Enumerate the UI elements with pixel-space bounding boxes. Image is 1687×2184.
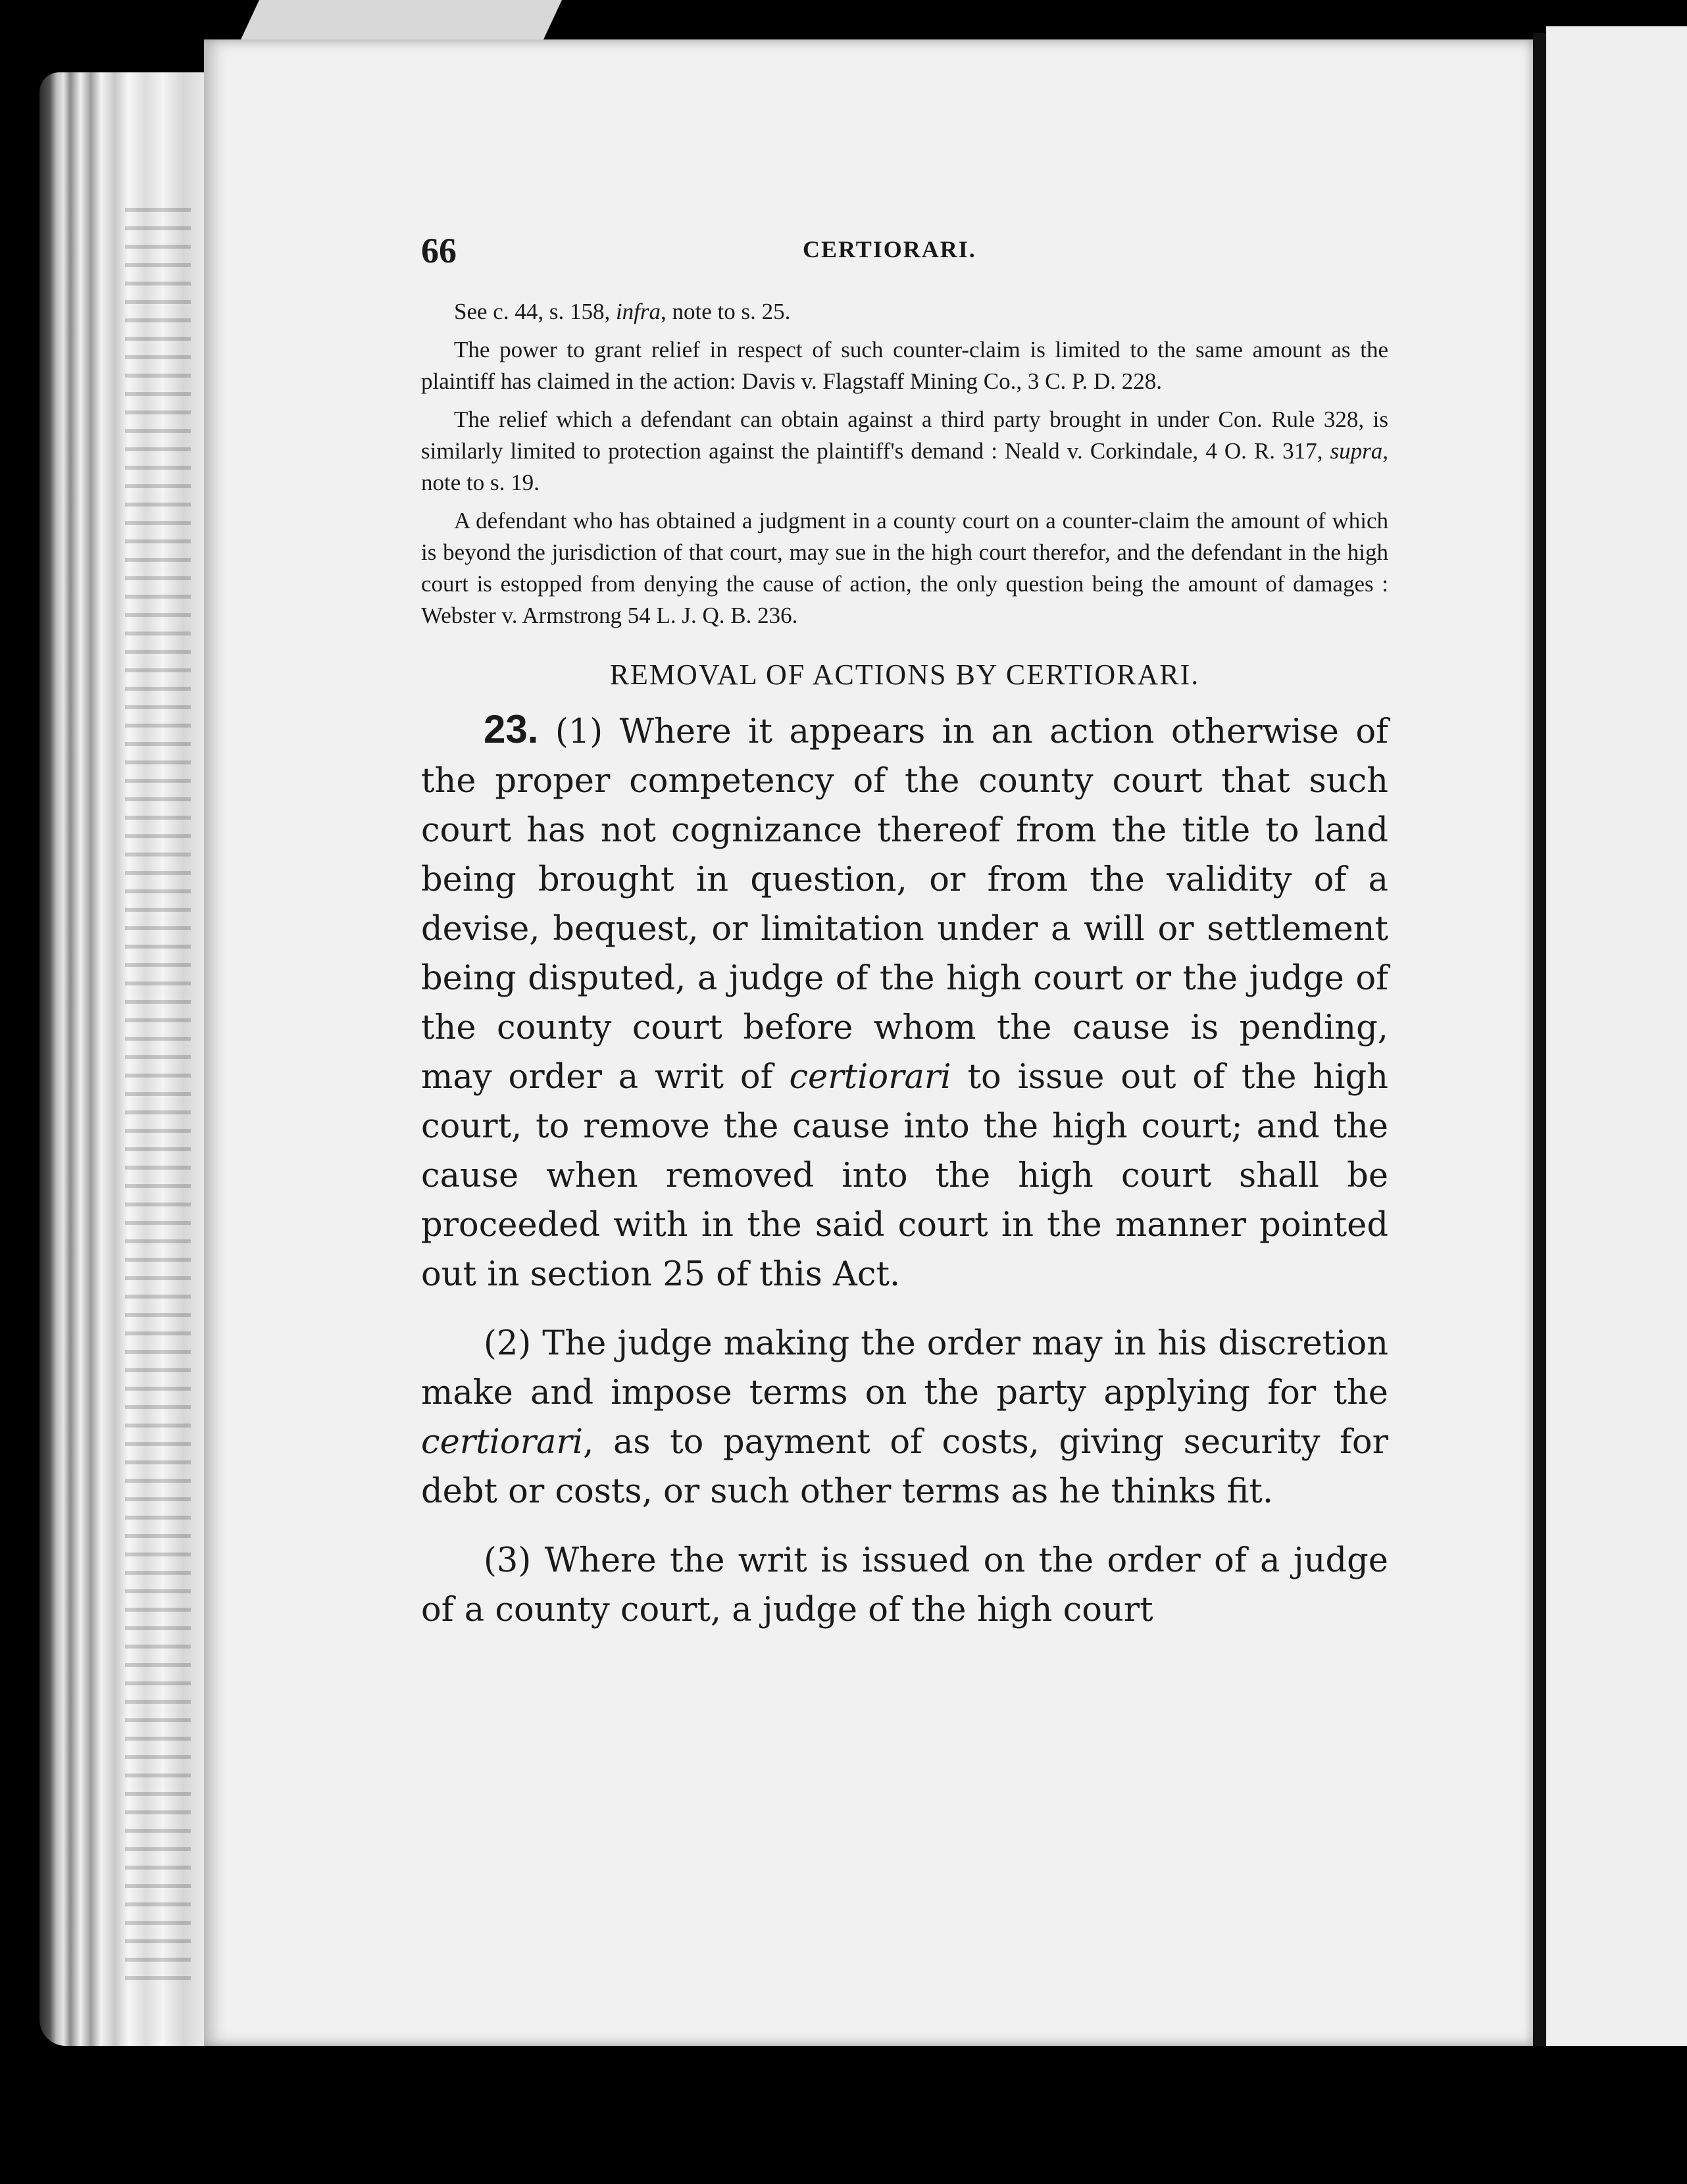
statute-paragraph xyxy=(421,1319,1388,1516)
note-paragraph xyxy=(421,404,1388,499)
note-paragraph xyxy=(421,505,1388,632)
page-tab-edge xyxy=(241,0,562,39)
facing-page-edge xyxy=(1546,26,1687,2105)
note-text: , note to s. 19. xyxy=(421,438,1388,495)
statute-paragraph xyxy=(421,1536,1388,1635)
running-head xyxy=(421,230,1388,276)
statute-text: (2) The judge making the order may in his discretion make and impose terms on the party applying for the xyxy=(421,1324,1388,1412)
statute-text: , as to payment of costs, giving security for debt or costs, or such other terms as he thinks fit. xyxy=(421,1423,1388,1511)
stacked-page-edges xyxy=(39,72,211,2046)
note-text: A defendant who has obtained a judgment in a county court on a counter-claim the amount of which is beyond the jurisdiction of that court, may sue in the high court therefor, and the defendant in the high court is estopped from denying the cause of action, the only question being the amount of damages : Webster v. Armstrong 54 L. J. Q. B. 236. xyxy=(421,508,1388,628)
statute-text: (3) Where the writ is issued on the order of a judge of a county court, a judge of the high court xyxy=(421,1541,1388,1629)
note-italic-text: infra xyxy=(615,299,661,324)
book-gutter xyxy=(1533,33,1546,2085)
statute-text: to issue out of the high court, to remove the cause into the high court; and the cause when removed into the high court shall be proceeded with in the said court in the manner pointed out in section 25 of this Act. xyxy=(421,1058,1388,1294)
note-text: The relief which a defendant can obtain against a third party brought in under Con. Rule 328, is similarly limited to protection against the plaintiff's demand : Neald v. Corkindale, 4 O. R. 317, xyxy=(421,407,1388,464)
section-number: 23. xyxy=(484,707,539,751)
page-content xyxy=(421,230,1388,1654)
statute-body xyxy=(421,705,1388,1635)
note-text: , note to s. 25. xyxy=(661,299,791,324)
annotation-notes xyxy=(421,296,1388,632)
running-title: CERTIORARI. xyxy=(803,236,976,262)
page-number: 66 xyxy=(421,231,457,270)
statute-text: (1) Where it appears in an action otherwise of the proper competency of the county court that such court has not cognizance thereof from the title to land being brought in question, or from the validity of a devise, bequest, or limitation under a will or settlement being disputed, a judge of the high court or the judge of the county court before whom the cause is pending, may order a writ of xyxy=(421,712,1388,1097)
statute-italic-text: certiorari xyxy=(789,1058,951,1097)
note-text: The power to grant relief in respect of such counter-claim is limited to the same amount as the plaintiff has claimed in the action: Davis v. Flagstaff Mining Co., 3 C. P. D. 228. xyxy=(421,337,1388,394)
note-paragraph xyxy=(421,296,1388,328)
note-italic-text: supra xyxy=(1330,438,1383,464)
statute-italic-text: certiorari xyxy=(421,1423,584,1462)
note-text: See c. 44, s. 158, xyxy=(454,299,616,324)
statute-paragraph xyxy=(421,705,1388,1299)
scan-background xyxy=(0,2046,1687,2184)
section-heading: REMOVAL OF ACTIONS BY CERTIORARI. xyxy=(609,658,1200,691)
note-paragraph xyxy=(421,334,1388,397)
